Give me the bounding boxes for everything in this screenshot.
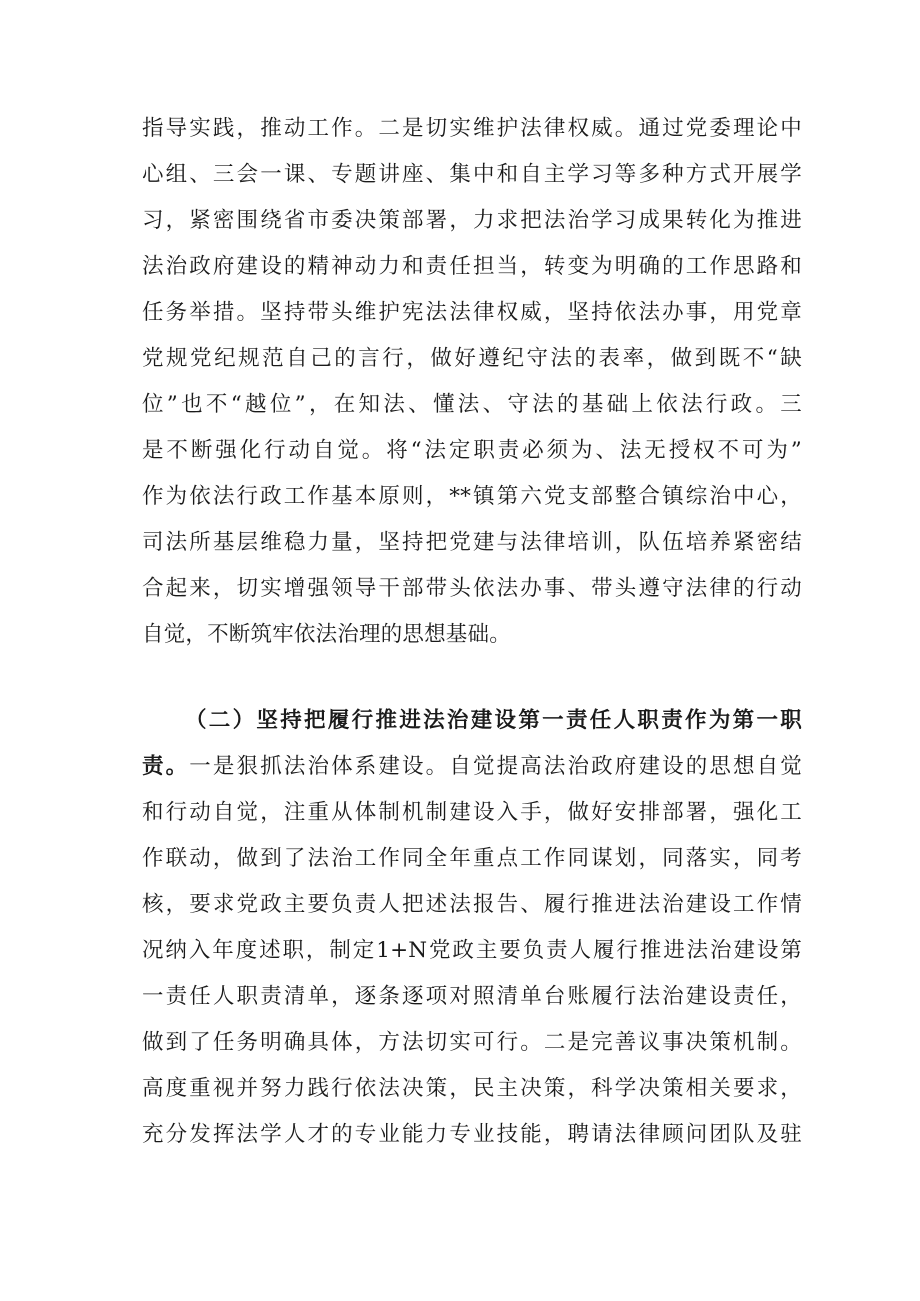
paragraph-1 [142,106,802,658]
paragraph-line: 充分发挥法学人才的专业能力专业技能，聘请法律顾问团队及驻 [142,1122,802,1147]
paragraph-line: 司法所基层维稳力量，坚持把党建与法律培训，队伍培养紧密结 [142,530,802,555]
paragraph-line [142,744,802,790]
paragraph-line: 一责任人职责清单，逐条逐项对照清单台账履行法治建设责任， [142,984,802,1009]
paragraph-line: 作为依法行政工作基本原则，**镇第六党支部整合镇综治中心， [142,484,802,509]
paragraph-line: 自觉，不断筑牢依法治理的思想基础。 [142,622,511,647]
paragraph-line: 和行动自觉，注重从体制机制建设入手，做好安排部署，强化工 [142,800,802,825]
paragraph-line: 位”也不“越位”，在知法、懂法、守法的基础上依法行政。三 [142,392,802,417]
section-heading-tail: 责。 [142,754,190,779]
paragraph-line: 做到了任务明确具体，方法切实可行。二是完善议事决策机制。 [142,1030,802,1055]
paragraph-line: 指导实践，推动工作。二是切实维护法律权威。通过党委理论中 [142,116,802,141]
paragraph-line: 党规党纪规范自己的言行，做好遵纪守法的表率，做到既不“缺 [142,346,802,371]
paragraph-2 [142,698,802,1158]
paragraph-line: 习，紧密围绕省市委决策部署，力求把法治学习成果转化为推进 [142,208,802,233]
paragraph-line: 作联动，做到了法治工作同全年重点工作同谋划，同落实，同考 [142,846,802,871]
paragraph-line: 心组、三会一课、专题讲座、集中和自主学习等多种方式开展学 [142,162,802,187]
paragraph-line: 高度重视并努力践行依法决策，民主决策，科学决策相关要求， [142,1076,802,1101]
paragraph-line: 任务举措。坚持带头维护宪法法律权威，坚持依法办事，用党章 [142,300,802,325]
paragraph-line: 合起来，切实增强领导干部带头依法办事、带头遵守法律的行动 [142,576,802,601]
paragraph-line: 法治政府建设的精神动力和责任担当，转变为明确的工作思路和 [142,254,802,279]
paragraph-line: 核，要求党政主要负责人把述法报告、履行推进法治建设工作情 [142,892,802,917]
section-heading: （二）坚持把履行推进法治建设第一责任人职责作为第一职 [185,708,802,733]
paragraph-line: 是不断强化行动自觉。将“法定职责必须为、法无授权不可为” [142,438,802,463]
paragraph-line: 况纳入年度述职，制定1+N党政主要负责人履行推进法治建设第 [142,938,802,963]
paragraph-line-text: 一是狠抓法治体系建设。自觉提高法治政府建设的思想自觉 [189,754,802,779]
